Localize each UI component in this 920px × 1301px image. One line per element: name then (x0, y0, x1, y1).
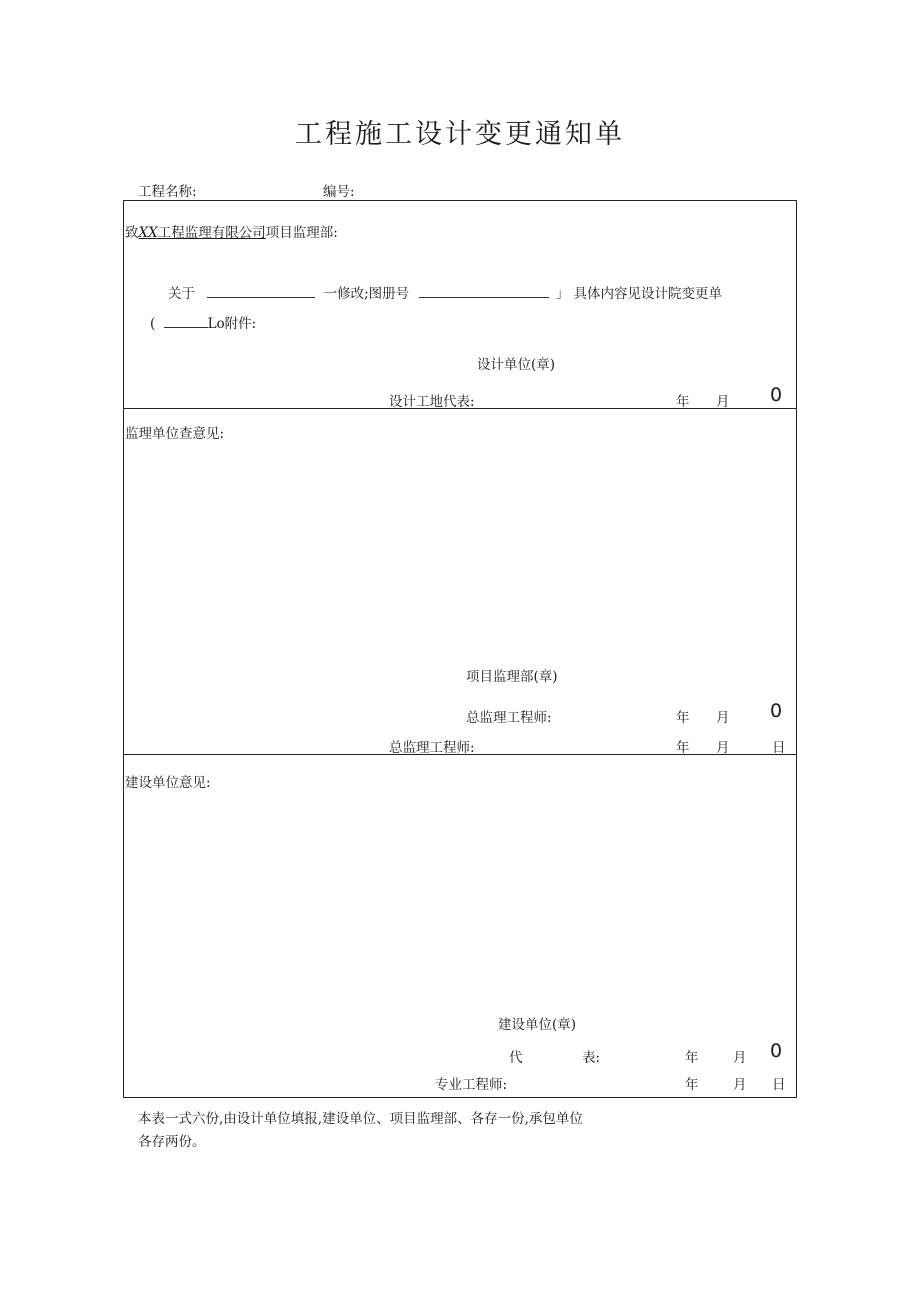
day-label: 日 (772, 1077, 786, 1093)
year-label: 年 (685, 1077, 699, 1093)
day-mark: 0 (770, 1040, 783, 1062)
company-rest: 工程监理有限公司 (157, 225, 266, 241)
attach-text: Lo附件: (207, 316, 257, 332)
project-name-label: 工程名称: (138, 184, 197, 200)
month-label: 月 (733, 1077, 747, 1093)
month-label: 月 (716, 710, 730, 726)
supervision-opinion-label: 监理单位查意见: (125, 426, 225, 442)
to-prefix: 致 (125, 225, 139, 241)
professional-engineer-label: 专业工程师: (435, 1077, 508, 1093)
chief-engineer-label: 总监理工程师: (466, 710, 552, 726)
paren-open: ( (150, 316, 156, 332)
about-label: 关于 (168, 286, 195, 302)
day-mark: 0 (770, 384, 783, 406)
design-unit-seal: 设计单位(章) (477, 357, 556, 373)
content-text: 具体内容见设计院变更单 (573, 286, 723, 302)
owner-opinion-label: 建设单位意见: (125, 775, 211, 791)
year-label: 年 (676, 394, 690, 410)
footer-note-line2: 各存两份。 (138, 1134, 206, 1150)
supervision-dept-seal: 项目监理部(章) (466, 669, 558, 685)
day-label: 日 (772, 740, 786, 756)
form-table (123, 200, 797, 1098)
month-label: 月 (716, 394, 730, 410)
owner-unit-seal: 建设单位(章) (498, 1017, 577, 1033)
footer-note-line1: 本表一式六份,由设计单位填报,建设单位、项目监理部、各存一份,承包单位 (138, 1111, 583, 1127)
year-label: 年 (676, 710, 690, 726)
rep-label-b: 表: (582, 1050, 601, 1066)
modify-text: 一修改;图册号 (323, 286, 410, 302)
attachment-count-blank[interactable] (164, 327, 208, 328)
year-label: 年 (685, 1050, 699, 1066)
bracket-close: 」 (555, 286, 570, 302)
month-label: 月 (716, 740, 730, 756)
attachment-line (150, 312, 256, 332)
addressee-line (125, 221, 338, 241)
site-rep-label: 设计工地代表: (389, 394, 475, 410)
number-label: 编号: (323, 184, 355, 200)
rep-label-a: 代 (509, 1050, 523, 1066)
about-blank[interactable] (207, 297, 315, 298)
drawing-number-blank[interactable] (419, 297, 549, 298)
month-label: 月 (733, 1050, 747, 1066)
chief-engineer-label-2: 总监理工程师: (389, 740, 475, 756)
dept-suffix: 项目监理部: (265, 225, 338, 241)
about-line (168, 282, 722, 302)
year-label: 年 (676, 740, 690, 756)
company-name (139, 225, 266, 241)
company-xx: XX (138, 225, 158, 241)
page-title: 工程施工设计变更通知单 (295, 119, 625, 150)
day-mark: 0 (770, 700, 783, 722)
